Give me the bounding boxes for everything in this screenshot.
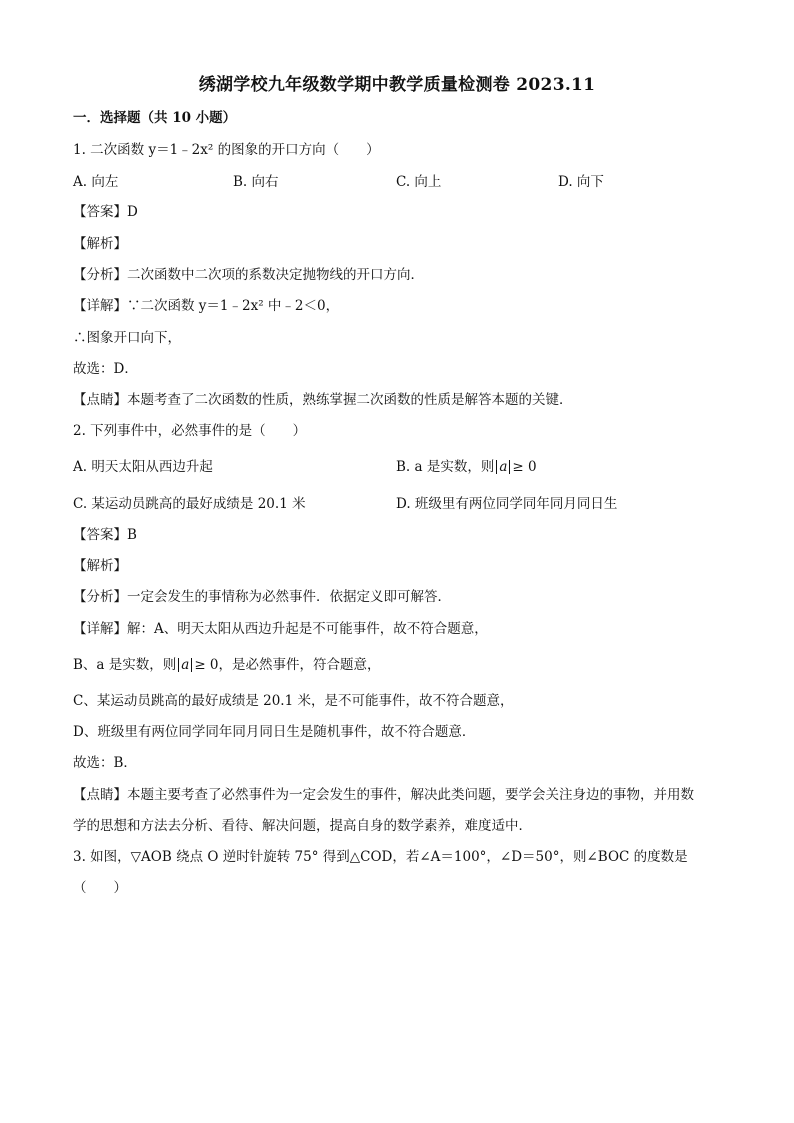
q2-option-c: C. 某运动员跳高的最好成绩是 20.1 米 bbox=[73, 496, 306, 512]
page-title: 绣湖学校九年级数学期中教学质量检测卷 2023.11 bbox=[198, 75, 596, 95]
q2-option-b bbox=[396, 458, 537, 476]
q2-option-a: A. 明天太阳从西边升起 bbox=[73, 459, 213, 475]
q2-dianjing-2: 学的思想和方法去分析、看待、解决问题，提高自身的数学素养，难度适中． bbox=[73, 818, 532, 834]
q1-option-d: D. 向下 bbox=[558, 174, 604, 190]
q3-stem-2: （ ） bbox=[73, 880, 127, 896]
q3-stem-1: 3. 如图，▽AOB 绕点 O 逆时针旋转 75° 得到△COD，若∠A＝100°，∠D＝50°，则∠BOC 的度数是 bbox=[73, 849, 688, 865]
q1-answer: 【答案】D bbox=[73, 204, 138, 220]
q2-jiexi: 【解析】 bbox=[73, 558, 127, 574]
q1-fenxi: 【分析】二次函数中二次项的系数决定抛物线的开口方向． bbox=[73, 267, 424, 283]
q1-jiexi: 【解析】 bbox=[73, 236, 127, 252]
q1-step2: ∴图象开口向下， bbox=[73, 330, 181, 346]
q2-line-b bbox=[73, 656, 381, 674]
q1-option-a: A. 向左 bbox=[73, 174, 119, 190]
q1-option-b: B. 向右 bbox=[233, 174, 279, 190]
abs-value-a: a bbox=[496, 460, 510, 474]
q2-line-b-tail: ≥ 0，是必然事件，符合题意， bbox=[194, 657, 381, 673]
q1-choose: 故选：D． bbox=[73, 361, 138, 377]
q2-answer: 【答案】B bbox=[73, 527, 137, 543]
abs-value-a: a bbox=[178, 658, 192, 672]
q2-line-b-text: B、a 是实数，则 bbox=[73, 657, 177, 673]
q2-option-b-tail: ≥ 0 bbox=[512, 459, 537, 475]
q2-option-b-text: B. a 是实数，则 bbox=[396, 459, 495, 475]
q1-dianjing: 【点睛】本题考查了二次函数的性质，熟练掌握二次函数的性质是解答本题的关键． bbox=[73, 392, 573, 408]
q2-option-d: D. 班级里有两位同学同年同月同日生 bbox=[396, 496, 618, 512]
q2-stem: 2. 下列事件中，必然事件的是（ ） bbox=[73, 423, 307, 439]
q2-dianjing-1: 【点睛】本题主要考查了必然事件为一定会发生的事件，解决此类问题，要学会关注身边的事物，并用数 bbox=[73, 787, 694, 803]
q2-fenxi: 【分析】一定会发生的事情称为必然事件．依据定义即可解答． bbox=[73, 589, 451, 605]
section-heading: 一．选择题（共 10 小题） bbox=[73, 110, 237, 126]
q2-choose: 故选：B． bbox=[73, 755, 137, 771]
q2-line-d: D、班级里有两位同学同年同月同日生是随机事件，故不符合题意． bbox=[73, 724, 476, 740]
q2-xiangjie: 【详解】解：A、明天太阳从西边升起是不可能事件，故不符合题意， bbox=[73, 621, 488, 637]
q1-option-c: C. 向上 bbox=[396, 174, 442, 190]
q2-line-c: C、某运动员跳高的最好成绩是 20.1 米，是不可能事件，故不符合题意， bbox=[73, 693, 514, 709]
q1-xiangjie: 【详解】∵二次函数 y＝1﹣2x² 中﹣2＜0， bbox=[73, 298, 340, 314]
q1-stem: 1. 二次函数 y＝1﹣2x² 的图象的开口方向（ ） bbox=[73, 142, 380, 158]
